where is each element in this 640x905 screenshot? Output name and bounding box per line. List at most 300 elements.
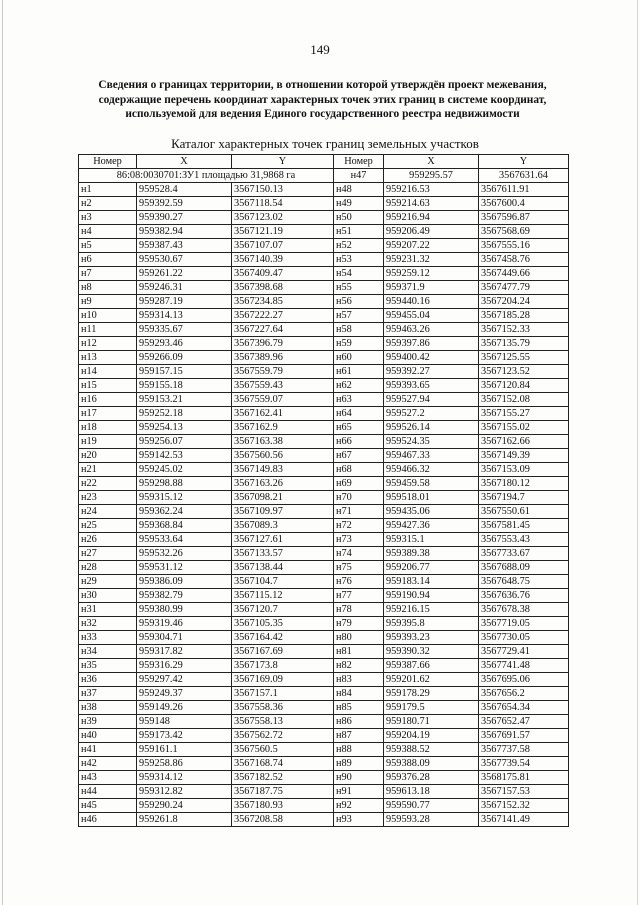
point-y-left: 3567227.64 [232, 323, 334, 337]
table-row [79, 435, 569, 449]
point-x-left: 959533.64 [137, 533, 232, 547]
point-number-left: н43 [79, 771, 137, 785]
point-number-right: н84 [334, 687, 384, 701]
point-x-right: 959216.94 [384, 211, 479, 225]
table-row [79, 463, 569, 477]
table-row [79, 365, 569, 379]
point-number-left: н13 [79, 351, 137, 365]
point-number-left: н42 [79, 757, 137, 771]
point-x-right: 959466.32 [384, 463, 479, 477]
point-y-right: 3567654.34 [479, 701, 569, 715]
point-x-right: 959395.8 [384, 617, 479, 631]
table-row [79, 799, 569, 813]
point-x-left: 959382.79 [137, 589, 232, 603]
table-row [79, 729, 569, 743]
point-x-right: 959593.28 [384, 813, 479, 827]
table-row [79, 239, 569, 253]
point-number-right: н59 [334, 337, 384, 351]
point-number-left: н18 [79, 421, 137, 435]
table-row [79, 813, 569, 827]
point-number-left: н21 [79, 463, 137, 477]
point-x-left: 959304.71 [137, 631, 232, 645]
point-number-right: н47 [334, 169, 384, 183]
point-y-left: 3567098.21 [232, 491, 334, 505]
point-x-left: 959392.59 [137, 197, 232, 211]
point-y-right: 3567149.39 [479, 449, 569, 463]
point-number-left: н4 [79, 225, 137, 239]
table-row [79, 491, 569, 505]
point-y-left: 3567208.58 [232, 813, 334, 827]
point-y-right: 3567648.75 [479, 575, 569, 589]
point-number-left: н25 [79, 519, 137, 533]
point-y-right: 3568175.81 [479, 771, 569, 785]
point-x-left: 959266.09 [137, 351, 232, 365]
point-number-left: н31 [79, 603, 137, 617]
table-row [79, 603, 569, 617]
point-number-right: н76 [334, 575, 384, 589]
point-y-right: 3567636.76 [479, 589, 569, 603]
point-y-left: 3567109.97 [232, 505, 334, 519]
header-x-left: X [137, 155, 232, 169]
table-row [79, 757, 569, 771]
page-number: 149 [310, 42, 330, 57]
table-row [79, 701, 569, 715]
point-number-right: н86 [334, 715, 384, 729]
table-row [79, 687, 569, 701]
point-number-left: н8 [79, 281, 137, 295]
point-number-left: н29 [79, 575, 137, 589]
point-number-right: н69 [334, 477, 384, 491]
table-row [79, 197, 569, 211]
point-x-right: 959190.94 [384, 589, 479, 603]
table-row [79, 421, 569, 435]
point-x-right: 959393.65 [384, 379, 479, 393]
point-x-left: 959245.02 [137, 463, 232, 477]
table-row [79, 743, 569, 757]
point-y-right: 3567152.08 [479, 393, 569, 407]
point-y-right: 3567688.09 [479, 561, 569, 575]
point-y-left: 3567389.96 [232, 351, 334, 365]
point-number-left: н41 [79, 743, 137, 757]
header-x-right: X [384, 155, 479, 169]
point-x-left: 959155.18 [137, 379, 232, 393]
point-number-left: н6 [79, 253, 137, 267]
header-number-right: Номер [334, 155, 384, 169]
table-row [79, 631, 569, 645]
point-y-right: 3567185.28 [479, 309, 569, 323]
point-y-right: 3567678.38 [479, 603, 569, 617]
table-row [79, 407, 569, 421]
point-x-left: 959380.99 [137, 603, 232, 617]
point-number-left: н37 [79, 687, 137, 701]
point-x-right: 959315.1 [384, 533, 479, 547]
point-x-left: 959287.19 [137, 295, 232, 309]
point-x-right: 959526.14 [384, 421, 479, 435]
point-x-right: 959231.32 [384, 253, 479, 267]
point-number-left: н17 [79, 407, 137, 421]
point-x-left: 959149.26 [137, 701, 232, 715]
point-y-right: 3567153.09 [479, 463, 569, 477]
point-number-left: н33 [79, 631, 137, 645]
point-x-left: 959312.82 [137, 785, 232, 799]
point-number-left: н11 [79, 323, 137, 337]
point-y-left: 3567562.72 [232, 729, 334, 743]
point-x-right: 959400.42 [384, 351, 479, 365]
table-caption: Каталог характерных точек границ земельных участков [171, 136, 479, 151]
point-y-left: 3567560.56 [232, 449, 334, 463]
point-y-right: 3567581.45 [479, 519, 569, 533]
point-x-right: 959206.77 [384, 561, 479, 575]
point-y-right: 3567152.33 [479, 323, 569, 337]
point-number-right: н58 [334, 323, 384, 337]
point-y-left: 3567162.9 [232, 421, 334, 435]
point-y-right: 3567123.52 [479, 365, 569, 379]
point-number-left: н39 [79, 715, 137, 729]
point-y-right: 3567157.53 [479, 785, 569, 799]
point-number-left: н32 [79, 617, 137, 631]
header-number-left: Номер [79, 155, 137, 169]
table-row [79, 519, 569, 533]
table-row [79, 589, 569, 603]
point-y-left: 3567163.38 [232, 435, 334, 449]
point-x-left: 959252.18 [137, 407, 232, 421]
point-number-right: н60 [334, 351, 384, 365]
point-x-left: 959362.24 [137, 505, 232, 519]
point-number-right: н83 [334, 673, 384, 687]
point-y-right: 3567631.64 [479, 169, 569, 183]
table-row [79, 169, 569, 183]
point-y-left: 3567559.79 [232, 365, 334, 379]
header-y-left: Y [232, 155, 334, 169]
point-y-right: 3567691.57 [479, 729, 569, 743]
point-y-left: 3567089.3 [232, 519, 334, 533]
point-x-right: 959201.62 [384, 673, 479, 687]
point-number-right: н56 [334, 295, 384, 309]
point-x-right: 959259.12 [384, 267, 479, 281]
point-y-left: 3567559.43 [232, 379, 334, 393]
point-y-right: 3567458.76 [479, 253, 569, 267]
point-number-right: н92 [334, 799, 384, 813]
point-x-left: 959368.84 [137, 519, 232, 533]
point-x-right: 959455.04 [384, 309, 479, 323]
point-y-right: 3567135.79 [479, 337, 569, 351]
point-number-right: н48 [334, 183, 384, 197]
point-x-left: 959297.42 [137, 673, 232, 687]
point-number-right: н89 [334, 757, 384, 771]
table-row [79, 281, 569, 295]
point-number-left: н3 [79, 211, 137, 225]
point-number-left: н34 [79, 645, 137, 659]
point-number-left: н7 [79, 267, 137, 281]
point-x-left: 959382.94 [137, 225, 232, 239]
point-y-left: 3567558.13 [232, 715, 334, 729]
point-x-left: 959157.15 [137, 365, 232, 379]
point-x-right: 959376.28 [384, 771, 479, 785]
point-number-right: н63 [334, 393, 384, 407]
header-y-right: Y [479, 155, 569, 169]
point-number-right: н80 [334, 631, 384, 645]
point-number-left: н28 [79, 561, 137, 575]
point-x-right: 959463.26 [384, 323, 479, 337]
point-x-right: 959427.36 [384, 519, 479, 533]
point-y-right: 3567695.06 [479, 673, 569, 687]
table-row [79, 561, 569, 575]
table-row [79, 183, 569, 197]
point-number-left: н19 [79, 435, 137, 449]
table-row [79, 477, 569, 491]
point-x-left: 959249.37 [137, 687, 232, 701]
point-x-left: 959317.82 [137, 645, 232, 659]
point-y-left: 3567127.61 [232, 533, 334, 547]
point-y-left: 3567150.13 [232, 183, 334, 197]
point-number-right: н65 [334, 421, 384, 435]
table-row [79, 225, 569, 239]
point-y-right: 3567739.54 [479, 757, 569, 771]
point-x-left: 959261.22 [137, 267, 232, 281]
point-y-left: 3567398.68 [232, 281, 334, 295]
point-number-left: н23 [79, 491, 137, 505]
point-number-right: н85 [334, 701, 384, 715]
point-y-right: 3567596.87 [479, 211, 569, 225]
point-y-right: 3567180.12 [479, 477, 569, 491]
point-number-right: н49 [334, 197, 384, 211]
point-number-left: н9 [79, 295, 137, 309]
point-y-left: 3567222.27 [232, 309, 334, 323]
point-y-left: 3567173.8 [232, 659, 334, 673]
point-y-left: 3567396.79 [232, 337, 334, 351]
point-x-left: 959298.88 [137, 477, 232, 491]
point-x-left: 959532.26 [137, 547, 232, 561]
point-y-left: 3567162.41 [232, 407, 334, 421]
section-label: 86:08:0030701:ЗУ1 площадью 31,9868 га [79, 169, 334, 183]
point-y-right: 3567568.69 [479, 225, 569, 239]
point-x-right: 959518.01 [384, 491, 479, 505]
point-y-left: 3567105.35 [232, 617, 334, 631]
point-number-left: н20 [79, 449, 137, 463]
point-number-right: н64 [334, 407, 384, 421]
point-number-right: н51 [334, 225, 384, 239]
point-y-right: 3567555.16 [479, 239, 569, 253]
point-number-left: н30 [79, 589, 137, 603]
point-number-right: н88 [334, 743, 384, 757]
document-heading: Сведения о границах территории, в отношении которой утверждён проект межевания, содержащие перечень координат характерных точек этих границ в системе координат, используемой для ведения Единого государственного реестра недвижимости [98, 79, 547, 120]
point-number-right: н79 [334, 617, 384, 631]
point-number-left: н12 [79, 337, 137, 351]
point-y-right: 3567730.05 [479, 631, 569, 645]
point-number-right: н90 [334, 771, 384, 785]
point-x-left: 959153.21 [137, 393, 232, 407]
point-x-right: 959389.38 [384, 547, 479, 561]
table-row [79, 505, 569, 519]
point-y-left: 3567409.47 [232, 267, 334, 281]
point-number-right: н77 [334, 589, 384, 603]
point-x-left: 959386.09 [137, 575, 232, 589]
point-x-left: 959530.67 [137, 253, 232, 267]
point-x-left: 959390.27 [137, 211, 232, 225]
point-y-left: 3567120.7 [232, 603, 334, 617]
point-number-right: н53 [334, 253, 384, 267]
point-y-right: 3567553.43 [479, 533, 569, 547]
scan-edge-left [2, 0, 3, 905]
point-x-left: 959148 [137, 715, 232, 729]
point-number-left: н2 [79, 197, 137, 211]
table-row [79, 645, 569, 659]
point-x-left: 959315.12 [137, 491, 232, 505]
table-row [79, 337, 569, 351]
point-number-right: н71 [334, 505, 384, 519]
point-number-left: н16 [79, 393, 137, 407]
point-x-right: 959390.32 [384, 645, 479, 659]
point-x-left: 959528.4 [137, 183, 232, 197]
table-row [79, 309, 569, 323]
point-x-right: 959590.77 [384, 799, 479, 813]
point-x-right: 959467.33 [384, 449, 479, 463]
point-y-left: 3567157.1 [232, 687, 334, 701]
point-y-left: 3567187.75 [232, 785, 334, 799]
point-y-right: 3567741.48 [479, 659, 569, 673]
point-number-left: н10 [79, 309, 137, 323]
point-y-right: 3567611.91 [479, 183, 569, 197]
table-header-row [79, 155, 569, 169]
point-x-right: 959204.19 [384, 729, 479, 743]
point-number-right: н72 [334, 519, 384, 533]
point-x-right: 959214.63 [384, 197, 479, 211]
point-x-left: 959531.12 [137, 561, 232, 575]
point-number-left: н22 [79, 477, 137, 491]
point-number-left: н14 [79, 365, 137, 379]
point-y-right: 3567125.55 [479, 351, 569, 365]
point-y-left: 3567133.57 [232, 547, 334, 561]
point-x-right: 959206.49 [384, 225, 479, 239]
point-y-left: 3567115.12 [232, 589, 334, 603]
point-y-right: 3567449.66 [479, 267, 569, 281]
point-y-left: 3567558.36 [232, 701, 334, 715]
point-number-left: н5 [79, 239, 137, 253]
point-number-right: н82 [334, 659, 384, 673]
point-x-right: 959388.09 [384, 757, 479, 771]
point-x-left: 959293.46 [137, 337, 232, 351]
point-x-left: 959387.43 [137, 239, 232, 253]
point-x-right: 959527.2 [384, 407, 479, 421]
table-row [79, 785, 569, 799]
table-row [79, 323, 569, 337]
point-y-left: 3567104.7 [232, 575, 334, 589]
point-number-right: н50 [334, 211, 384, 225]
point-number-left: н44 [79, 785, 137, 799]
point-y-left: 3567164.42 [232, 631, 334, 645]
point-y-right: 3567652.47 [479, 715, 569, 729]
point-x-right: 959183.14 [384, 575, 479, 589]
point-number-left: н45 [79, 799, 137, 813]
point-number-right: н52 [334, 239, 384, 253]
point-x-right: 959371.9 [384, 281, 479, 295]
point-y-right: 3567155.02 [479, 421, 569, 435]
point-x-left: 959290.24 [137, 799, 232, 813]
point-x-right: 959295.57 [384, 169, 479, 183]
point-x-right: 959435.06 [384, 505, 479, 519]
point-number-left: н26 [79, 533, 137, 547]
point-number-right: н78 [334, 603, 384, 617]
point-y-right: 3567162.66 [479, 435, 569, 449]
point-y-right: 3567550.61 [479, 505, 569, 519]
point-y-right: 3567729.41 [479, 645, 569, 659]
point-y-right: 3567733.67 [479, 547, 569, 561]
point-y-right: 3567120.84 [479, 379, 569, 393]
table-row [79, 253, 569, 267]
point-y-left: 3567560.5 [232, 743, 334, 757]
point-x-left: 959261.8 [137, 813, 232, 827]
point-number-right: н66 [334, 435, 384, 449]
table-row [79, 715, 569, 729]
point-number-right: н57 [334, 309, 384, 323]
point-y-left: 3567123.02 [232, 211, 334, 225]
point-y-left: 3567167.69 [232, 645, 334, 659]
table-row [79, 617, 569, 631]
point-number-left: н40 [79, 729, 137, 743]
point-x-left: 959246.31 [137, 281, 232, 295]
table-row [79, 659, 569, 673]
point-number-right: н70 [334, 491, 384, 505]
point-number-left: н27 [79, 547, 137, 561]
point-number-left: н35 [79, 659, 137, 673]
point-number-right: н91 [334, 785, 384, 799]
point-y-right: 3567656.2 [479, 687, 569, 701]
point-y-left: 3567107.07 [232, 239, 334, 253]
point-y-left: 3567163.26 [232, 477, 334, 491]
point-x-left: 959335.67 [137, 323, 232, 337]
table-row [79, 673, 569, 687]
point-number-left: н24 [79, 505, 137, 519]
point-number-left: н46 [79, 813, 137, 827]
point-number-right: н54 [334, 267, 384, 281]
point-y-left: 3567138.44 [232, 561, 334, 575]
table-row [79, 771, 569, 785]
point-number-right: н75 [334, 561, 384, 575]
point-y-right: 3567719.05 [479, 617, 569, 631]
table-row [79, 295, 569, 309]
point-x-right: 959527.94 [384, 393, 479, 407]
point-y-left: 3567180.93 [232, 799, 334, 813]
point-y-left: 3567140.39 [232, 253, 334, 267]
point-x-left: 959319.46 [137, 617, 232, 631]
point-y-right: 3567152.32 [479, 799, 569, 813]
point-y-right: 3567194.7 [479, 491, 569, 505]
table-row [79, 533, 569, 547]
point-y-left: 3567168.74 [232, 757, 334, 771]
point-number-right: н73 [334, 533, 384, 547]
point-y-right: 3567600.4 [479, 197, 569, 211]
point-x-left: 959254.13 [137, 421, 232, 435]
point-y-right: 3567141.49 [479, 813, 569, 827]
point-x-right: 959524.35 [384, 435, 479, 449]
point-number-right: н74 [334, 547, 384, 561]
table-row [79, 575, 569, 589]
point-number-left: н15 [79, 379, 137, 393]
point-x-right: 959178.29 [384, 687, 479, 701]
point-y-left: 3567149.83 [232, 463, 334, 477]
point-number-left: н36 [79, 673, 137, 687]
point-x-right: 959613.18 [384, 785, 479, 799]
table-row [79, 547, 569, 561]
point-y-left: 3567182.52 [232, 771, 334, 785]
point-x-right: 959459.58 [384, 477, 479, 491]
point-x-right: 959387.66 [384, 659, 479, 673]
point-y-left: 3567559.07 [232, 393, 334, 407]
point-number-right: н81 [334, 645, 384, 659]
point-number-right: н93 [334, 813, 384, 827]
point-x-left: 959173.42 [137, 729, 232, 743]
point-number-right: н67 [334, 449, 384, 463]
